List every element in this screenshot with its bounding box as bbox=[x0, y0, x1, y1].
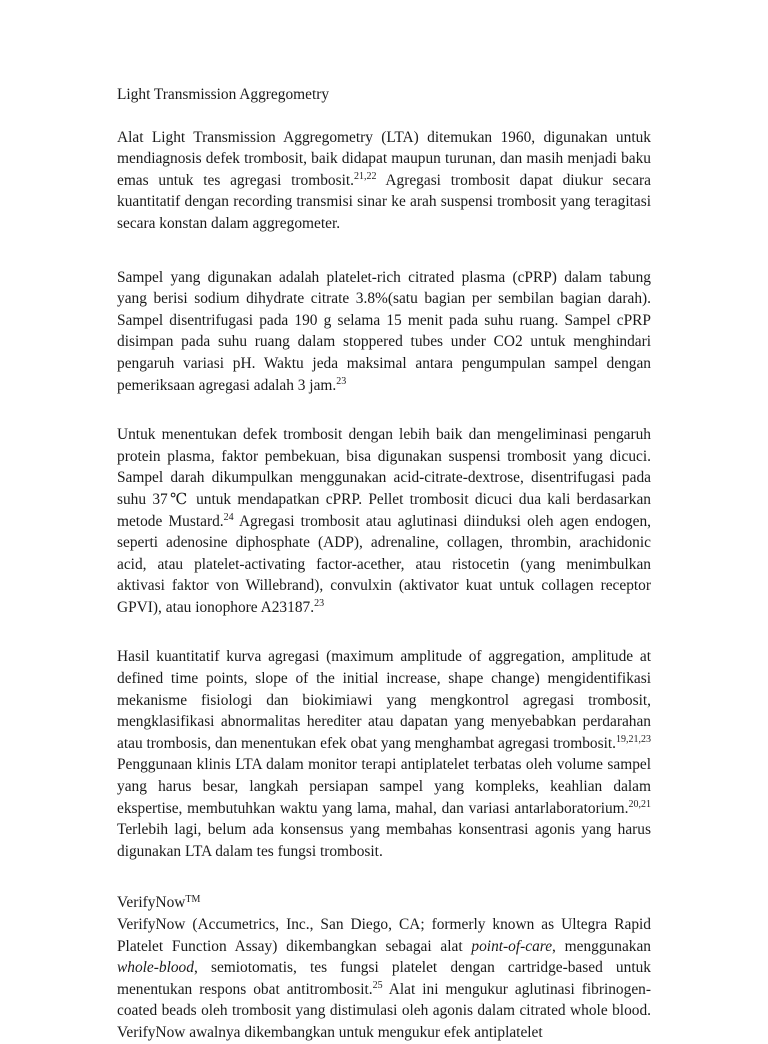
citation-ref: 23 bbox=[336, 375, 347, 387]
citation-ref: 23 bbox=[314, 597, 325, 609]
citation-ref: 21,22 bbox=[353, 170, 377, 182]
citation-ref: 20,21 bbox=[628, 798, 651, 810]
citation-ref: 24 bbox=[223, 511, 234, 523]
paragraph-text: Untuk menentukan defek trombosit dengan lebih baik dan mengeliminasi pengaruh protein plasma, faktor pembekuan, bisa digunakan suspensi trombosit yang dicuci. Sampel darah dikumpulkan menggunakan acid-citrate-dextrose, disentrifugasi pada suhu 37℃ untuk mendapatkan cPRP. Pellet trombosit dicuci dua kali berdasarkan metode Mustard. bbox=[117, 426, 651, 530]
paragraph-text: Penggunaan klinis LTA dalam monitor terapi antiplatelet terbatas oleh volume sampel yang harus besar, langkah persiapan sampel yang kompleks, keahlian dalam ekspertise, membutuhkan waktu yang lama, mahal, dan variasi antarlaboratorium. bbox=[117, 756, 651, 817]
citation-ref: 25 bbox=[372, 979, 383, 991]
paragraph-text: Alat Light Transmission Aggregometry (LTA) ditemukan 1960, digunakan untuk mendiagnosis defek trombosit, baik didapat maupun turunan, dan masih menjadi baku emas untuk tes agregasi trombosit. bbox=[117, 128, 651, 189]
paragraph-quantitative-results bbox=[117, 646, 651, 862]
section-title-lta: Light Transmission Aggregometry bbox=[117, 86, 330, 103]
paragraph-text: Agregasi trombosit dapat diukur secara kuantitatif dengan recording transmisi sinar ke arah suspensi trombosit yang teragitasi secara konstan dalam aggregometer. bbox=[117, 171, 651, 232]
section-title-verifynow bbox=[117, 892, 651, 914]
paragraph-text: Sampel yang digunakan adalah platelet-rich citrated plasma (cPRP) dalam tabung yang berisi sodium dihydrate citrate 3.8%(satu bagian per sembilan bagian darah). Sampel disentrifugasi pada 190 g selama 15 menit pada suhu ruang. Sampel cPRP disimpan pada suhu ruang dalam stoppered tubes under CO2 untuk menghindari pengaruh variasi pH. Waktu jeda maksimal antara pengumpulan sampel dengan pemeriksaan agregasi adalah 3 jam. bbox=[117, 268, 651, 394]
paragraph-sample bbox=[117, 267, 651, 397]
paragraph-washed-platelets bbox=[117, 424, 651, 618]
paragraph-text: Hasil kuantitatif kurva agregasi (maximum amplitude of aggregation, amplitude at defined time points, slope of the initial increase, shape change) mengidentifikasi mekanisme fisiologi dan biokimiawi yang mengkontrol agregasi trombosit, mengklasifikasi abnormalitas herediter atau dapatan yang menyebabkan perdarahan atau trombosis, dan menentukan efek obat yang menghambat agregasi trombosit. bbox=[117, 648, 651, 752]
emphasis-text: point-of-care bbox=[471, 937, 553, 955]
trademark-mark: TM bbox=[185, 894, 201, 906]
paragraph-text: VerifyNow (Accumetrics, Inc., San Diego, CA; formerly known as Ultegra Rapid Platelet Function Assay) dikembangkan sebagai alat bbox=[117, 916, 651, 955]
paragraph-verifynow bbox=[117, 914, 651, 1044]
paragraph-text: Agregasi trombosit atau aglutinasi diinduksi oleh agen endogen, seperti adenosine diphosphate (ADP), adrenaline, collagen, thrombin, arachidonic acid, atau platelet-activating factor-acether, atau ristocetin (yang menimbulkan aktivasi faktor von Willebrand), convulxin (aktivator kuat untuk collagen receptor GPVI), atau ionophore A23187. bbox=[117, 512, 652, 616]
section-title-text: VerifyNow bbox=[117, 894, 186, 912]
emphasis-text: whole-blood bbox=[117, 959, 194, 977]
citation-ref: 19,21,23 bbox=[616, 733, 651, 745]
paragraph-lta-intro bbox=[117, 127, 651, 235]
document-body bbox=[117, 84, 651, 1044]
paragraph-text: Terlebih lagi, belum ada konsensus yang membahas konsentrasi agonis yang harus digunakan LTA dalam tes fungsi trombosit. bbox=[117, 821, 651, 860]
paragraph-text: , semiotomatis, tes fungsi platelet dengan cartridge-based untuk menentukan respons obat antitrombosit. bbox=[117, 959, 651, 998]
paragraph-text: Alat ini mengukur aglutinasi fibrinogen-coated beads oleh trombosit yang distimulasi oleh agonis dalam citrated whole blood. VerifyNow awalnya dikembangkan untuk mengukur efek antiplatelet bbox=[117, 980, 651, 1041]
paragraph-text: , menggunakan bbox=[552, 937, 652, 955]
